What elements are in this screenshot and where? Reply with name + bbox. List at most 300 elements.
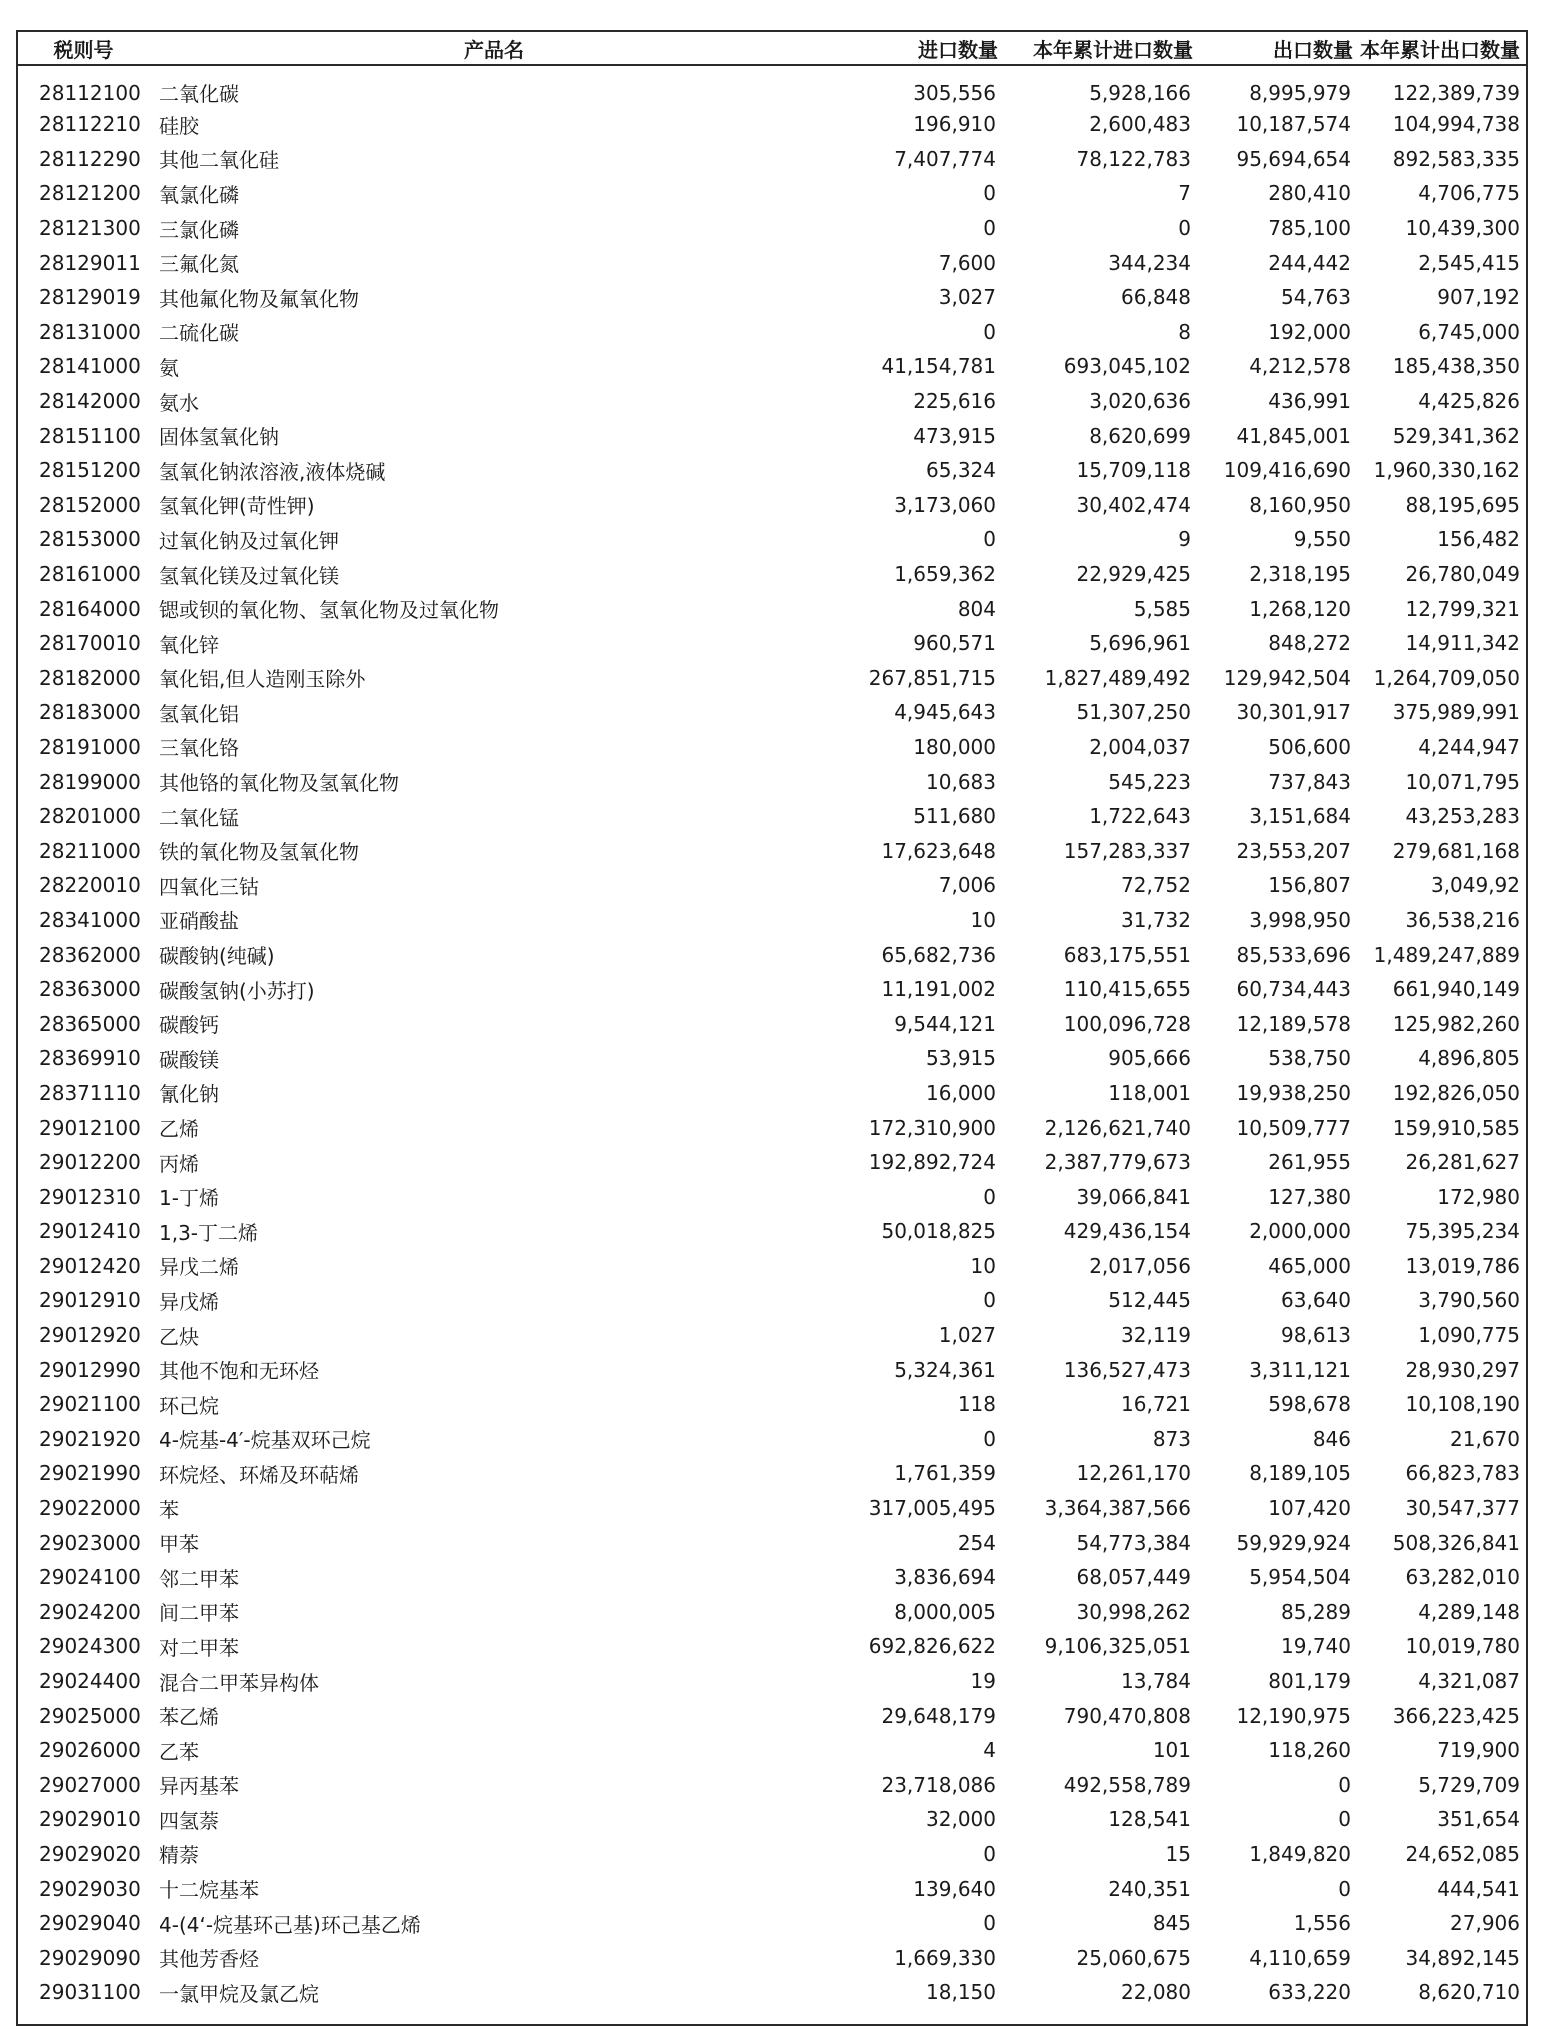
table-row [18, 1352, 1526, 1387]
cell-tariff-code: 29024300 [39, 1634, 141, 1659]
cell-tariff-code: 28201000 [39, 804, 141, 829]
table-row [18, 1733, 1526, 1768]
cell-ytd-export-qty: 122,389,739 [1392, 80, 1520, 105]
cell-import-qty: 172,310,900 [868, 1115, 996, 1140]
cell-ytd-import-qty: 0 [1178, 216, 1191, 241]
cell-ytd-import-qty: 31,732 [1121, 907, 1191, 932]
cell-tariff-code: 29012990 [39, 1357, 141, 1382]
cell-export-qty: 19,938,250 [1236, 1080, 1351, 1105]
cell-product-name: 氧化锌 [159, 632, 219, 657]
cell-tariff-code: 29023000 [39, 1530, 141, 1555]
cell-ytd-import-qty: 110,415,655 [1063, 977, 1191, 1002]
cell-export-qty: 127,380 [1268, 1184, 1351, 1209]
cell-ytd-import-qty: 512,445 [1108, 1288, 1191, 1313]
cell-export-qty: 2,000,000 [1249, 1219, 1351, 1244]
cell-export-qty: 3,311,121 [1249, 1357, 1351, 1382]
cell-export-qty: 12,189,578 [1236, 1011, 1351, 1036]
cell-import-qty: 5,324,361 [894, 1357, 996, 1382]
cell-ytd-import-qty: 9 [1178, 527, 1191, 552]
cell-product-name: 异戊二烯 [159, 1255, 239, 1280]
cell-product-name: 邻二甲苯 [159, 1566, 239, 1591]
cell-tariff-code: 29012410 [39, 1219, 141, 1244]
cell-tariff-code: 28341000 [39, 907, 141, 932]
cell-export-qty: 0 [1338, 1807, 1351, 1832]
cell-ytd-export-qty: 375,989,991 [1392, 700, 1520, 725]
cell-ytd-export-qty: 4,244,947 [1418, 734, 1520, 759]
cell-product-name: 间二甲苯 [159, 1601, 239, 1626]
cell-tariff-code: 29024200 [39, 1599, 141, 1624]
cell-import-qty: 29,648,179 [881, 1703, 996, 1728]
table-row [18, 1525, 1526, 1560]
cell-export-qty: 801,179 [1268, 1669, 1351, 1694]
cell-export-qty: 0 [1338, 1772, 1351, 1797]
cell-tariff-code: 29029010 [39, 1807, 141, 1832]
cell-ytd-export-qty: 279,681,168 [1392, 838, 1520, 863]
cell-export-qty: 192,000 [1268, 319, 1351, 344]
cell-ytd-export-qty: 3,790,560 [1418, 1288, 1520, 1313]
cell-import-qty: 0 [983, 1911, 996, 1936]
cell-export-qty: 59,929,924 [1236, 1530, 1351, 1555]
cell-product-name: 过氧化钠及过氧化钾 [159, 528, 339, 553]
cell-ytd-export-qty: 63,282,010 [1405, 1565, 1520, 1590]
cell-import-qty: 32,000 [926, 1807, 996, 1832]
cell-tariff-code: 29012200 [39, 1150, 141, 1175]
cell-import-qty: 50,018,825 [881, 1219, 996, 1244]
cell-ytd-import-qty: 39,066,841 [1076, 1184, 1191, 1209]
cell-export-qty: 12,190,975 [1236, 1703, 1351, 1728]
cell-product-name: 异戊烯 [159, 1289, 219, 1314]
table-row [18, 65, 1526, 107]
cell-product-name: 其他不饱和无环烃 [159, 1359, 319, 1384]
cell-export-qty: 633,220 [1268, 1980, 1351, 2005]
cell-ytd-export-qty: 104,994,738 [1392, 112, 1520, 137]
cell-ytd-import-qty: 492,558,789 [1063, 1772, 1191, 1797]
cell-ytd-export-qty: 24,652,085 [1405, 1841, 1520, 1866]
cell-ytd-export-qty: 1,489,247,889 [1373, 942, 1520, 967]
cell-ytd-import-qty: 429,436,154 [1063, 1219, 1191, 1244]
cell-export-qty: 54,763 [1281, 285, 1351, 310]
cell-ytd-export-qty: 88,195,695 [1405, 492, 1520, 517]
table-row [18, 1595, 1526, 1630]
cell-export-qty: 9,550 [1293, 527, 1351, 552]
cell-tariff-code: 28112210 [39, 112, 141, 137]
cell-ytd-import-qty: 78,122,783 [1076, 146, 1191, 171]
cell-ytd-import-qty: 25,060,675 [1076, 1945, 1191, 1970]
table-row [18, 591, 1526, 626]
cell-tariff-code: 28112100 [39, 80, 141, 105]
table-row [18, 1629, 1526, 1664]
cell-product-name: 二氧化碳 [159, 82, 239, 106]
table-row [18, 1940, 1526, 1975]
cell-product-name: 甲苯 [159, 1532, 199, 1557]
table-row [18, 1837, 1526, 1872]
cell-export-qty: 85,533,696 [1236, 942, 1351, 967]
cell-import-qty: 17,623,648 [881, 838, 996, 863]
cell-export-qty: 107,420 [1268, 1496, 1351, 1521]
table-row [18, 1871, 1526, 1906]
cell-import-qty: 10 [970, 1253, 996, 1278]
cell-ytd-import-qty: 66,848 [1121, 285, 1191, 310]
cell-ytd-import-qty: 9,106,325,051 [1044, 1634, 1191, 1659]
cell-tariff-code: 28153000 [39, 527, 141, 552]
cell-product-name: 三氟化氮 [159, 252, 239, 277]
cell-product-name: 精萘 [159, 1843, 199, 1868]
cell-import-qty: 196,910 [913, 112, 996, 137]
table-row [18, 453, 1526, 488]
cell-import-qty: 8,000,005 [894, 1599, 996, 1624]
cell-product-name: 硅胶 [159, 113, 199, 138]
cell-import-qty: 65,682,736 [881, 942, 996, 967]
header-product-name: 产品名 [149, 32, 839, 65]
cell-export-qty: 109,416,690 [1223, 458, 1351, 483]
table-row [18, 1422, 1526, 1457]
cell-product-name: 氨水 [159, 390, 199, 415]
header-export-qty: 出口数量 [1199, 32, 1359, 65]
table-frame [16, 30, 1528, 2026]
table-row [18, 937, 1526, 972]
cell-tariff-code: 28121200 [39, 181, 141, 206]
cell-import-qty: 180,000 [913, 734, 996, 759]
cell-export-qty: 2,318,195 [1249, 562, 1351, 587]
cell-import-qty: 225,616 [913, 389, 996, 414]
cell-tariff-code: 29021920 [39, 1426, 141, 1451]
cell-product-name: 铁的氧化物及氢氧化物 [159, 840, 359, 865]
cell-ytd-export-qty: 4,289,148 [1418, 1599, 1520, 1624]
table-row [18, 1698, 1526, 1733]
cell-ytd-import-qty: 344,234 [1108, 250, 1191, 275]
cell-ytd-export-qty: 3,049,92 [1430, 873, 1520, 898]
cell-product-name: 其他芳香烃 [159, 1947, 259, 1972]
cell-import-qty: 473,915 [913, 423, 996, 448]
table-row [18, 142, 1526, 177]
cell-import-qty: 7,600 [938, 250, 996, 275]
cell-tariff-code: 28191000 [39, 734, 141, 759]
table-row [18, 1041, 1526, 1076]
cell-tariff-code: 28112290 [39, 146, 141, 171]
table-row [18, 833, 1526, 868]
cell-ytd-import-qty: 12,261,170 [1076, 1461, 1191, 1486]
cell-export-qty: 4,212,578 [1249, 354, 1351, 379]
cell-product-name: 环己烷 [159, 1393, 219, 1418]
table-row [18, 488, 1526, 523]
cell-ytd-export-qty: 1,264,709,050 [1373, 665, 1520, 690]
cell-export-qty: 4,110,659 [1249, 1945, 1351, 1970]
cell-product-name: 乙炔 [159, 1324, 199, 1349]
cell-ytd-export-qty: 13,019,786 [1405, 1253, 1520, 1278]
cell-ytd-export-qty: 1,960,330,162 [1373, 458, 1520, 483]
cell-tariff-code: 28170010 [39, 631, 141, 656]
cell-ytd-import-qty: 693,045,102 [1063, 354, 1191, 379]
table-row [18, 1006, 1526, 1041]
cell-import-qty: 804 [957, 596, 996, 621]
cell-ytd-import-qty: 873 [1152, 1426, 1191, 1451]
cell-ytd-export-qty: 8,620,710 [1418, 1980, 1520, 2005]
header-ytd-import-qty: 本年累计进口数量 [1004, 32, 1199, 65]
cell-tariff-code: 28131000 [39, 319, 141, 344]
cell-import-qty: 692,826,622 [868, 1634, 996, 1659]
cell-ytd-import-qty: 100,096,728 [1063, 1011, 1191, 1036]
table-row [18, 661, 1526, 696]
cell-tariff-code: 28371110 [39, 1080, 141, 1105]
cell-ytd-import-qty: 72,752 [1121, 873, 1191, 898]
cell-tariff-code: 29026000 [39, 1738, 141, 1763]
cell-ytd-import-qty: 5,928,166 [1089, 80, 1191, 105]
table-row [18, 1456, 1526, 1491]
cell-ytd-import-qty: 790,470,808 [1063, 1703, 1191, 1728]
cell-product-name: 四氧化三钴 [159, 874, 259, 899]
cell-export-qty: 261,955 [1268, 1150, 1351, 1175]
cell-tariff-code: 29029090 [39, 1945, 141, 1970]
cell-ytd-export-qty: 26,281,627 [1405, 1150, 1520, 1175]
cell-import-qty: 1,659,362 [894, 562, 996, 587]
cell-ytd-import-qty: 683,175,551 [1063, 942, 1191, 967]
cell-tariff-code: 28362000 [39, 942, 141, 967]
cell-import-qty: 4 [983, 1738, 996, 1763]
cell-export-qty: 785,100 [1268, 216, 1351, 241]
cell-ytd-export-qty: 529,341,362 [1392, 423, 1520, 448]
cell-export-qty: 244,442 [1268, 250, 1351, 275]
cell-ytd-import-qty: 16,721 [1121, 1392, 1191, 1417]
cell-tariff-code: 29029030 [39, 1876, 141, 1901]
cell-ytd-import-qty: 30,998,262 [1076, 1599, 1191, 1624]
header-row [18, 32, 1526, 65]
cell-ytd-export-qty: 26,780,049 [1405, 562, 1520, 587]
cell-product-name: 二氧化锰 [159, 805, 239, 830]
cell-export-qty: 846 [1312, 1426, 1351, 1451]
cell-tariff-code: 28142000 [39, 389, 141, 414]
cell-import-qty: 1,761,359 [894, 1461, 996, 1486]
cell-import-qty: 0 [983, 319, 996, 344]
cell-ytd-export-qty: 10,439,300 [1405, 216, 1520, 241]
cell-export-qty: 1,268,120 [1249, 596, 1351, 621]
table-row [18, 1145, 1526, 1180]
cell-tariff-code: 29025000 [39, 1703, 141, 1728]
cell-ytd-import-qty: 240,351 [1108, 1876, 1191, 1901]
table-row [18, 384, 1526, 419]
table-row [18, 1768, 1526, 1803]
cell-tariff-code: 29012310 [39, 1184, 141, 1209]
cell-ytd-import-qty: 15 [1165, 1841, 1191, 1866]
cell-import-qty: 118 [957, 1392, 996, 1417]
cell-export-qty: 63,640 [1281, 1288, 1351, 1313]
cell-import-qty: 10 [970, 907, 996, 932]
trade-table [18, 32, 1526, 2010]
cell-export-qty: 30,301,917 [1236, 700, 1351, 725]
cell-import-qty: 7,407,774 [894, 146, 996, 171]
table-row [18, 1560, 1526, 1595]
table-row [18, 245, 1526, 280]
cell-import-qty: 0 [983, 1184, 996, 1209]
cell-ytd-export-qty: 12,799,321 [1405, 596, 1520, 621]
cell-export-qty: 848,272 [1268, 631, 1351, 656]
cell-tariff-code: 28151100 [39, 423, 141, 448]
table-row [18, 1179, 1526, 1214]
table-row [18, 1249, 1526, 1284]
cell-ytd-export-qty: 10,108,190 [1405, 1392, 1520, 1417]
cell-ytd-import-qty: 5,585 [1133, 596, 1191, 621]
cell-tariff-code: 28199000 [39, 769, 141, 794]
table-row [18, 1076, 1526, 1111]
cell-tariff-code: 28129011 [39, 250, 141, 275]
table-row [18, 1664, 1526, 1699]
cell-export-qty: 8,160,950 [1249, 492, 1351, 517]
cell-export-qty: 436,991 [1268, 389, 1351, 414]
cell-tariff-code: 29027000 [39, 1772, 141, 1797]
cell-ytd-import-qty: 2,017,056 [1089, 1253, 1191, 1278]
cell-ytd-export-qty: 444,541 [1437, 1876, 1520, 1901]
cell-tariff-code: 29012910 [39, 1288, 141, 1313]
cell-ytd-import-qty: 1,827,489,492 [1044, 665, 1191, 690]
cell-export-qty: 506,600 [1268, 734, 1351, 759]
table-row [18, 730, 1526, 765]
cell-ytd-import-qty: 101 [1152, 1738, 1191, 1763]
cell-ytd-import-qty: 157,283,337 [1063, 838, 1191, 863]
cell-import-qty: 53,915 [926, 1046, 996, 1071]
cell-tariff-code: 28211000 [39, 838, 141, 863]
cell-export-qty: 0 [1338, 1876, 1351, 1901]
cell-import-qty: 1,669,330 [894, 1945, 996, 1970]
cell-ytd-export-qty: 4,706,775 [1418, 181, 1520, 206]
cell-import-qty: 305,556 [913, 80, 996, 105]
cell-import-qty: 16,000 [926, 1080, 996, 1105]
cell-export-qty: 465,000 [1268, 1253, 1351, 1278]
cell-tariff-code: 29021990 [39, 1461, 141, 1486]
cell-ytd-import-qty: 22,080 [1121, 1980, 1191, 2005]
cell-ytd-export-qty: 28,930,297 [1405, 1357, 1520, 1382]
cell-export-qty: 1,556 [1293, 1911, 1351, 1936]
cell-ytd-export-qty: 719,900 [1437, 1738, 1520, 1763]
table-row [18, 522, 1526, 557]
table-row [18, 764, 1526, 799]
table-header [18, 32, 1526, 65]
cell-export-qty: 60,734,443 [1236, 977, 1351, 1002]
cell-export-qty: 3,998,950 [1249, 907, 1351, 932]
cell-import-qty: 1,027 [938, 1323, 996, 1348]
cell-export-qty: 156,807 [1268, 873, 1351, 898]
cell-ytd-export-qty: 4,321,087 [1418, 1669, 1520, 1694]
header-ytd-export-qty: 本年累计出口数量 [1359, 32, 1526, 65]
table-row [18, 903, 1526, 938]
cell-import-qty: 0 [983, 527, 996, 552]
cell-ytd-export-qty: 185,438,350 [1392, 354, 1520, 379]
cell-product-name: 氢氧化钾(苛性钾) [159, 494, 315, 519]
cell-import-qty: 0 [983, 1288, 996, 1313]
cell-product-name: 其他二氧化硅 [159, 148, 279, 173]
cell-ytd-export-qty: 36,538,216 [1405, 907, 1520, 932]
cell-product-name: 氢氧化钠浓溶液,液体烧碱 [159, 459, 386, 484]
cell-product-name: 氧氯化磷 [159, 182, 239, 207]
cell-product-name: 一氯甲烷及氯乙烷 [159, 1981, 319, 2006]
cell-import-qty: 65,324 [926, 458, 996, 483]
table-row [18, 1283, 1526, 1318]
cell-product-name: 4-(4‘-烷基环己基)环己基乙烯 [159, 1912, 421, 1937]
cell-product-name: 固体氢氧化钠 [159, 425, 279, 450]
cell-ytd-import-qty: 15,709,118 [1076, 458, 1191, 483]
cell-ytd-export-qty: 159,910,585 [1392, 1115, 1520, 1140]
cell-product-name: 锶或钡的氧化物、氢氧化物及过氧化物 [159, 598, 499, 623]
cell-ytd-import-qty: 845 [1152, 1911, 1191, 1936]
cell-product-name: 对二甲苯 [159, 1635, 239, 1660]
cell-ytd-export-qty: 125,982,260 [1392, 1011, 1520, 1036]
cell-tariff-code: 28121300 [39, 216, 141, 241]
cell-tariff-code: 29012420 [39, 1253, 141, 1278]
cell-product-name: 苯 [159, 1497, 179, 1522]
table-row [18, 107, 1526, 142]
cell-tariff-code: 29012920 [39, 1323, 141, 1348]
cell-export-qty: 1,849,820 [1249, 1841, 1351, 1866]
cell-import-qty: 960,571 [913, 631, 996, 656]
cell-export-qty: 8,189,105 [1249, 1461, 1351, 1486]
cell-import-qty: 10,683 [926, 769, 996, 794]
cell-tariff-code: 28161000 [39, 562, 141, 587]
cell-ytd-import-qty: 7 [1178, 181, 1191, 206]
cell-tariff-code: 28183000 [39, 700, 141, 725]
cell-product-name: 苯乙烯 [159, 1705, 219, 1730]
cell-import-qty: 23,718,086 [881, 1772, 996, 1797]
cell-import-qty: 267,851,715 [868, 665, 996, 690]
cell-ytd-export-qty: 10,019,780 [1405, 1634, 1520, 1659]
cell-product-name: 异丙基苯 [159, 1774, 239, 1799]
cell-ytd-import-qty: 68,057,449 [1076, 1565, 1191, 1590]
table-row [18, 626, 1526, 661]
cell-tariff-code: 29029040 [39, 1911, 141, 1936]
cell-ytd-import-qty: 2,600,483 [1089, 112, 1191, 137]
cell-tariff-code: 28182000 [39, 665, 141, 690]
table-row [18, 349, 1526, 384]
cell-ytd-export-qty: 75,395,234 [1405, 1219, 1520, 1244]
cell-import-qty: 19 [970, 1669, 996, 1694]
cell-ytd-export-qty: 366,223,425 [1392, 1703, 1520, 1728]
cell-product-name: 三氧化铬 [159, 736, 239, 761]
cell-import-qty: 511,680 [913, 804, 996, 829]
table-row [18, 280, 1526, 315]
cell-export-qty: 538,750 [1268, 1046, 1351, 1071]
cell-import-qty: 18,150 [926, 1980, 996, 2005]
table-row [18, 1802, 1526, 1837]
cell-product-name: 氧化铝,但人造刚玉除外 [159, 667, 366, 692]
cell-ytd-import-qty: 8 [1178, 319, 1191, 344]
cell-ytd-export-qty: 34,892,145 [1405, 1945, 1520, 1970]
cell-import-qty: 0 [983, 216, 996, 241]
cell-ytd-export-qty: 1,090,775 [1418, 1323, 1520, 1348]
cell-tariff-code: 29024400 [39, 1669, 141, 1694]
cell-export-qty: 19,740 [1281, 1634, 1351, 1659]
cell-ytd-export-qty: 27,906 [1450, 1911, 1520, 1936]
cell-ytd-import-qty: 30,402,474 [1076, 492, 1191, 517]
cell-import-qty: 4,945,643 [894, 700, 996, 725]
table-row [18, 695, 1526, 730]
cell-product-name: 其他铬的氧化物及氢氧化物 [159, 771, 399, 796]
cell-export-qty: 280,410 [1268, 181, 1351, 206]
cell-ytd-export-qty: 907,192 [1437, 285, 1520, 310]
cell-product-name: 氢氧化镁及过氧化镁 [159, 563, 339, 588]
cell-product-name: 碳酸镁 [159, 1047, 219, 1072]
cell-tariff-code: 28151200 [39, 458, 141, 483]
cell-ytd-export-qty: 21,670 [1450, 1426, 1520, 1451]
cell-ytd-export-qty: 5,729,709 [1418, 1772, 1520, 1797]
cell-ytd-import-qty: 8,620,699 [1089, 423, 1191, 448]
cell-ytd-import-qty: 32,119 [1121, 1323, 1191, 1348]
cell-product-name: 4-烷基-4′-烷基双环己烷 [159, 1428, 371, 1453]
cell-export-qty: 5,954,504 [1249, 1565, 1351, 1590]
cell-ytd-import-qty: 128,541 [1108, 1807, 1191, 1832]
cell-ytd-import-qty: 5,696,961 [1089, 631, 1191, 656]
cell-ytd-export-qty: 156,482 [1437, 527, 1520, 552]
cell-ytd-import-qty: 13,784 [1121, 1669, 1191, 1694]
cell-export-qty: 3,151,684 [1249, 804, 1351, 829]
cell-product-name: 1,3-丁二烯 [159, 1220, 259, 1245]
cell-ytd-export-qty: 10,071,795 [1405, 769, 1520, 794]
